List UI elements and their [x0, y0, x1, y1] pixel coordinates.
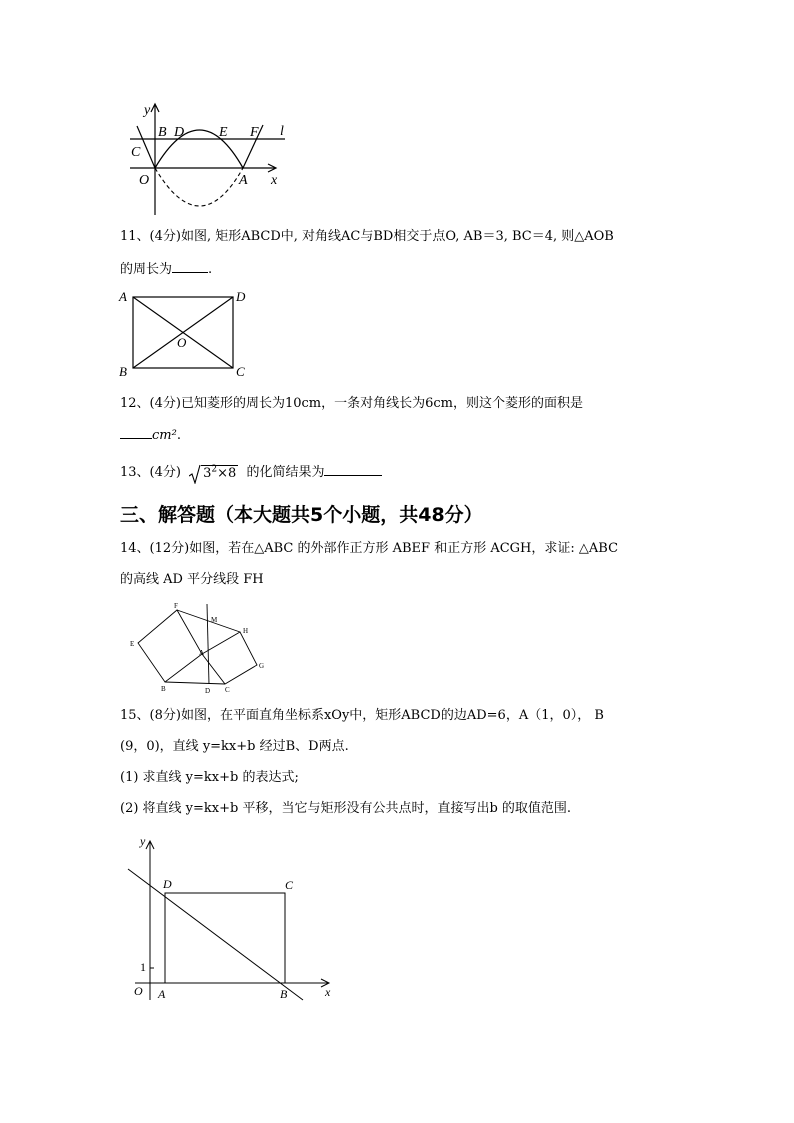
- radical-sign-icon: [189, 464, 201, 484]
- label-b: B: [161, 685, 166, 693]
- q11-line1: 11、(4分)如图, 矩形ABCD中, 对角线AC与BD相交于点O, AB＝3, BC＝4, 则△AOB: [120, 229, 614, 244]
- label-d: D: [236, 289, 246, 304]
- label-c: C: [225, 686, 230, 694]
- q15-part1: (1) 求直线 y=kx+b 的表达式;: [120, 770, 299, 785]
- label-y: y: [144, 103, 151, 118]
- parabola-figure: [125, 100, 290, 220]
- label-g: G: [259, 662, 265, 670]
- label-f: F: [250, 125, 259, 140]
- q13-radicand-exp: 2: [211, 465, 218, 475]
- label-x: x: [325, 985, 331, 999]
- label-d: D: [174, 125, 185, 140]
- left-branch: [143, 140, 155, 168]
- q11-line2: [120, 260, 212, 279]
- section-3-heading: 三、解答题（本大题共5个小题，共48分）: [120, 504, 483, 526]
- q13-radicand: [201, 465, 238, 481]
- q12-line2-suffix: .: [176, 428, 181, 443]
- label-e: E: [219, 125, 228, 140]
- q11-line2-suffix: .: [208, 262, 213, 277]
- coordinate-rectangle-figure: [120, 830, 340, 1005]
- label-d: D: [205, 687, 211, 695]
- q12-unit: cm²: [152, 428, 177, 443]
- altitude-line: [207, 604, 209, 684]
- label-c: C: [131, 145, 141, 160]
- q13-sqrt-expression: [189, 461, 238, 484]
- q15-line2: (9，0)，直线 y=kx+b 经过B、D两点.: [120, 739, 349, 754]
- q14-line1: 14、(12分)如图，若在△ABC 的外部作正方形 ABEF 和正方形 ACGH，求证: △ABC: [120, 541, 619, 556]
- q13-radicand-base: 3: [203, 466, 212, 482]
- left-branch-ext: [137, 126, 143, 140]
- label-y: y: [140, 834, 146, 848]
- q12-line1: 12、(4分)已知菱形的周长为10cm，一条对角线长为6cm，则这个菱形的面积是: [120, 396, 583, 411]
- label-h: H: [243, 627, 249, 635]
- label-o: O: [139, 173, 150, 188]
- label-b: B: [158, 125, 167, 140]
- square-acgh: [202, 632, 257, 684]
- label-x: x: [271, 173, 278, 188]
- line-bd: [128, 869, 303, 1000]
- label-m: M: [211, 616, 218, 624]
- q12-answer-blank: [120, 426, 152, 439]
- label-e: E: [130, 640, 135, 648]
- q14-line2: 的高线 AD 平分线段 FH: [120, 572, 264, 587]
- q13-line: [120, 461, 382, 484]
- q11-line2-prefix: 的周长为: [120, 262, 173, 277]
- parabola-upper: [155, 130, 243, 168]
- label-l: l: [280, 124, 284, 139]
- square-abef: [138, 610, 205, 682]
- label-c: C: [285, 878, 294, 892]
- label-a: A: [119, 289, 127, 304]
- label-1: 1: [140, 960, 146, 974]
- label-a: A: [158, 987, 166, 1001]
- label-o: O: [177, 335, 187, 350]
- label-a: A: [239, 173, 248, 188]
- rectangle-abcd-figure: [115, 287, 255, 382]
- parabola-lower-dashed: [155, 168, 243, 206]
- label-b: B: [280, 987, 288, 1001]
- q13-answer-blank: [324, 463, 382, 476]
- q15-line1: 15、(8分)如图，在平面直角坐标系xOy中，矩形ABCD的边AD=6，A（1，0）， B: [120, 708, 604, 723]
- q13-suffix: 的化简结果为: [246, 464, 325, 480]
- label-o: O: [134, 984, 143, 998]
- segment-fh: [177, 610, 240, 632]
- segment-bc: [165, 682, 225, 684]
- label-b: B: [119, 364, 127, 379]
- q13-prefix: 13、(4分): [120, 464, 181, 480]
- squares-figure: [125, 600, 275, 700]
- q15-part2: (2) 将直线 y=kx+b 平移，当它与矩形没有公共点时，直接写出b 的取值范围.: [120, 801, 572, 816]
- q11-answer-blank: [172, 260, 208, 273]
- q12-line2: [120, 426, 181, 445]
- label-a: A: [199, 649, 205, 657]
- label-d: D: [163, 877, 172, 891]
- label-c: C: [236, 364, 245, 379]
- label-f: F: [174, 602, 178, 610]
- rectangle-abcd: [165, 893, 285, 983]
- q13-radicand-rest: ×8: [217, 466, 237, 482]
